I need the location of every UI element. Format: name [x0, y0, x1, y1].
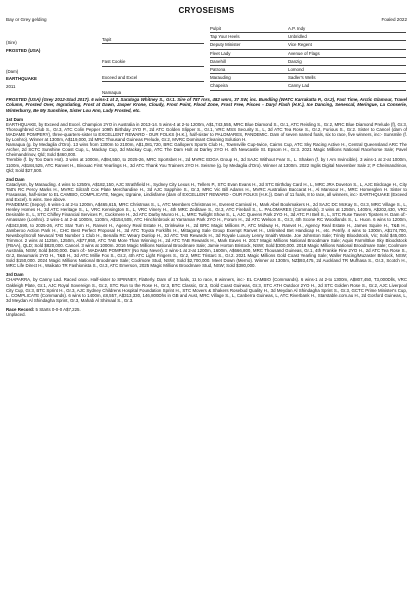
race-record-label: Race Record: — [6, 306, 35, 312]
second-dam-text: Cataclysm, by Marauding. 4 wins to 1250m, A$182,150, AJC Strathfield H., Sydney City Lexus H., Tellers P., STC Evan Evans H., 2d STC Birthday Card H., L, MRC JRA Doveton S., L, AJC Birdcage H., City Tatt's RC Percy Marks H., MVRC Silcraft Cox Plate Merchandise H., 3d AJC Sapphire S., Gr.3, MRC Vic Bill Adams H., MVRC Australian Baccarat H., Al Mansour H., MRC Homesglen H. Sister to Frasassas, half-sister to EL CAMBIO, COMPLICATE, Negev, Izgraine, Lindisfarne (dam of EXCELLENT REWARD - OUR FOLKS (H.K.)). Dam of 11 foals, 8 to race, all winners, inc:- EARTHQUAKE (Exceed and Excel). 5 wins. See above. — [6, 181, 407, 203]
third-dam-heading: 3rd Dam — [6, 272, 24, 278]
third-dam-text: CHAPARRA, by Canny Lad. Raced once. Half-sister to SPINNEY, Flatterly. Dam of 13 foals, 11 to race, 8 winners, inc:- EL CAMBIO (Commands). 6 wins-1 at 2-to 1300m, A$807,450, T3,000Dlls, VRC Oakleigh Plate, Gr.1, AJC Royal Sovereign S., Gr.2, STC Run to the Rose H., Gr.3, BTC Classic, Gr.3, Gold Coast Guineas, Gr.3, STC ATH Outdoor 2YO H., 2d STC Golden Rose S., Gr.2, AJC Liverpool City Cup, Gr.3, BTC Sprint H., Gr.3, AJC Sydney Childrens Hospital Foundation Sprint H., STC Movers & Shakers Rosebud Quality H., 3d Meydan Al Shindagha Sprint S., Gr.3, GCTC Prime Minister's Cup, L. COMPLICATE (Commands). 6 wins to 1400m, £8,557, A$313,330, 146,800Dhs in GB and Aust, MRC Village S., L, Canberra Guineas, L, ATC Riverbank H., Starstable.com.au H., 2d Gosford Guineas, L, 3d Meydan Al Shindagha Sprint, Gr.3, Mahab Al Shimaal S., Gr.3. — [6, 277, 407, 303]
pedigree-g4-2: Unbridled — [288, 33, 406, 41]
first-dam-heading: 1st Dam — [6, 116, 24, 122]
dam-label: (Dam) — [6, 69, 19, 75]
pedigree-g4-7: Sadler's Wells — [288, 74, 406, 82]
pedigree-g3-4: Fleet Lady — [210, 50, 288, 58]
race-record — [6, 307, 407, 317]
sex-colour: Bay or Grey gelding — [6, 17, 47, 22]
subheading — [6, 17, 407, 22]
third-dam-section — [6, 272, 407, 303]
pedigree-g3-5: Danehill — [210, 58, 288, 66]
dam-year: 2011 — [6, 83, 16, 89]
second-dam-rest: PANDEMIC (Sepoy). 6 wins-1 at 2-to 1200m, A$465,615, MRC Christmas S., L, ATC Members Christmas H., Everest Carnival H., Mark Abel Bookmakers H., 2d SAJC DC McKay S., Gr.3, MRC Village S., L, Henley Homes H., 3d ATC Heritage S., L, VRC Kensington S., L, VRC Vinery H., 4th MRC Zeditave S., Gr.3, ATC Fireball S., L. PALOMARES (Commands). 3 wins at 1250m, 1400m, A$202,430, VRC Desirable S., L, STC Chifley Financial Services P., Cuckmere H., 2d ATC Darby Munro H., L, MRC Twilight Show S., L, AJC Queens Park 2YO H., 3d ATC P.I Bell S., L, STC Ruse Tavern Tipsters H. Dam of:- Amassare (Lonhro). 2 wins-1 at 2-at 1000m, 1100m, A$154,505, ATC Hinchinbrook at Yarraman Park 2YO H., Forum H., 2d ATC Welson S., Gr.3, 4th Scone RC Woodlands S., L. Huon. 6 wins to 1200m, A$343,590, to 2025-26, ATC Star Turn H., Ranvet H., Agency Real Estate H., Drinkwise H., 2d BRC Magic Millions P., ATC Midway H., Ranvet H., Agency Real Estate H., James Squire H., T&B H., Jamberoo Action Park H., CHC Best Perfect Proposal H., 3d ATC Toyota Forklifts H., Mittagong Sale Group Exempt Ranvet H., Unlimited Bet Handicap H., etc. Petrify. 4 wins to 1300m, A$174,700, Newsboy/Scroll Nevacal TAB Number 1 Club H., Benalla RC Weary Dunlop H., 2d ATC TAB Rewards H., 3d Royale Luxury Lenny Snaith Waste. Joe Johnston Sale; Trinity Bloodstock, Vic; Sold $45,000. Trimmor. 2 wins at 1125m, 1250m, A$77,950, ATC TAB More Than Winning H., 2d ATC TAB Rewards H., Mark Eaves H. 2017 Magic Millions National Broodmare Sale; Aquis Farm/Blue Sky Bloodstock (FBAA), QLD; Sold $820,000. Cancel. 3 wins at 1000m. 2016 Magic Millions National Broodmare Sale; Jamie Horton Bristock, NSW; Sold $300,000. 2018 Magic Millions National Broodmare Sale; Coolmore Australia, NSW; Sold $400,000. Dam of:- MADAME POMPERY (No Nay Never). 2 wins-1 at 2-at 1200m, 1600m, A$666,800, MRC Thousand Guineas, Gr.1, 4th Frankie Fine 2YO H., 2d ATC Tea Rose S., Gr.2, Beaumaris 2YO H., T&B H., 3d ATC Millie Fox S., Gr.2, 4th ATC Light Fingers S., Gr.2, MRC Tristarc S., Gr.2. 2021 Magic Millions Gold Coast Yearling Sale; Waller Racing/Muzaster Brislock, NSW; Sold $150,000. 2024 Magic Millions National Broodmare Sale; Coolmore Stud, NSW; Sold $2,700,000. Meet Down (Merno). Winner at 1300m, NZ$93,475, 2d Auckland TR Mufhasa S., Gr.3, Scotch H., MRC Life Direct H., Waikato TR Fashionista S., Gr.3, ATC Emerson, 2025 Magic Millions Broodmare Stud, NSW; Sold $380,000. — [6, 202, 407, 269]
horse-name: CRYOSEISMS — [178, 6, 235, 15]
pedigree-grandsire: Tapit — [102, 36, 204, 44]
pedigree-g3-3: Deputy Minister — [210, 41, 288, 49]
race-record-value: 5 Starts 0-0-0 A$7,225. — [35, 306, 81, 312]
dam-name: EARTHQUAKE — [6, 76, 37, 82]
pedigree-g3-1: Pulpit — [210, 25, 288, 33]
pedigree-g3-6: Patrona — [210, 66, 288, 74]
race-record-status: Unplaced. — [6, 312, 26, 318]
pedigree-g4-1: A.P. Indy — [288, 25, 406, 33]
sire-name: FROSTED (USA) — [6, 47, 41, 53]
sire-stud-record: FROSTED (USA) (Grey 2012-Stud 2017). 6 wins-1 at 2, Saratoga Whitney S., Gr.1. Sire of 787 rnrs, 482 wnrs, 37 SW, inc. Bundling (WATC Karrakatta P., Gr.2), Fast Time, Arctic Glamour, Travel Column, Frosted Over, Ingratiating, Frost at Dawn, Jasper Krone, Cloudy, Frost Point, Flood Zone, Frost Free, Pisces - Daryl Flash (H.K.), Ice Dancing, Senescal, Meringue, La Conserie, Winterburry, Be My Sunshine, Sister Lou Ann, Lady Frosted, etc. — [6, 97, 407, 113]
pedigree-table — [6, 25, 407, 97]
first-dam-namaqua: Namaqua (g. by Medaglia d'Oro). 13 wins from 1300m to 2100m, A$1,081,720, BRC Gallopers Sports Club H., Townsville Cup-twice, Cairns Cup, ATC Sky Racing Active H., Central Queensland ARC The Archer, 2d SCTC Sunshine Coast Cup, L, Mackay Cup, 3d Mackay Cup, ATC The Dam Holt at Darley 2YO H. 4th Newcastle St. Epsom H., Gr.3. 2021 Magic Millions National Racehorse Sale; Pavel Cheimandrinov, Qld; Sold $460,000. — [6, 142, 407, 158]
pedigree-g4-3: Vice Regent — [288, 41, 406, 49]
sire-label: (Sire) — [6, 40, 17, 46]
pedigree-g3-7: Marauding — [210, 74, 288, 82]
first-dam-extra: Tremble (f. by Too Darn Hot). 3 wins at 1000m, A$94,550, to 2025-26, MRC Sportsbet H., 2d MVRC EDGA Group H., 3d SAJC Without Fear S., L. Shaken (f. by I Am Invincible). 3 wins-1 at 2-at 1000m, 1100m, A$184,525, ATC Ranvet H., Bivouac First Yearlings H., 3d ATC Thank You Trainers 2YO H. Seisme (g. by Medaglia d'Oro). Winner at 1300m. 2022 Inglis Digital November Sale 2; P Cheimandrinov, Qld; Sold $27,500. — [6, 157, 407, 173]
foaled-year: Foaled 2022 — [381, 17, 407, 22]
second-dam-section — [6, 177, 407, 269]
first-dam-text: EARTHQUAKE, by Exceed and Excel. Champion 2YO in Australia in 2013-14. 5 wins-4 at 2-to 1200m, A$1,743,555, MRC Blue Diamond S., Gr.1, ATC Reisling S., Gr.2, MRC Blue Diamond Prelude (f), Gr.3, Thoroughbred Club S., Gr.3, ATC Colin Pepper 109th Birthday 2YO P., 2d ATC Golden Slipper S., Gr.1, VRC MSS Security S., L, 3d ATC Tea Rose S., Gr.2, Furious S., Gr.2. Sister to Cancel (dam of MADAME POMPERY), three-quarters-sister to EXCELLENT REWARD - OUR FOLKS (H.K.), half-sister to PALOMARES, PANDEMIC. Dam of seven named foals, six to race, five winners, inc:- Sunsmile (f. by Lonhro). Winner at 1300m, A$119,000, 2d MRC Thousand Guineas Prelude, Gr.2, MVRC Dominant Cleaning Solution H. — [6, 121, 407, 143]
pedigree-col-1 — [6, 25, 102, 97]
pedigree-col-3 — [210, 25, 288, 97]
pedigree-col-4 — [288, 25, 406, 97]
pedigree-granddam: Namaqua — [102, 89, 204, 97]
pedigree-g3-8: Chapeira — [210, 82, 288, 90]
pedigree-g4-6: Lomond — [288, 66, 406, 74]
pedigree-col-2 — [102, 25, 204, 97]
pedigree-granddam-sire-side: Fast Cookie — [102, 58, 204, 66]
pedigree-grandsire-dam-side: Exceed and Excel — [102, 74, 204, 82]
pedigree-g4-8: Canny Lad — [288, 82, 406, 90]
second-dam-heading: 2nd Dam — [6, 176, 25, 182]
pedigree-g4-4: Avenue of Flags — [288, 50, 406, 58]
pedigree-g4-5: Danzig — [288, 58, 406, 66]
pedigree-g3-2: Tap Your Heels — [210, 33, 288, 41]
first-dam-section — [6, 117, 407, 173]
